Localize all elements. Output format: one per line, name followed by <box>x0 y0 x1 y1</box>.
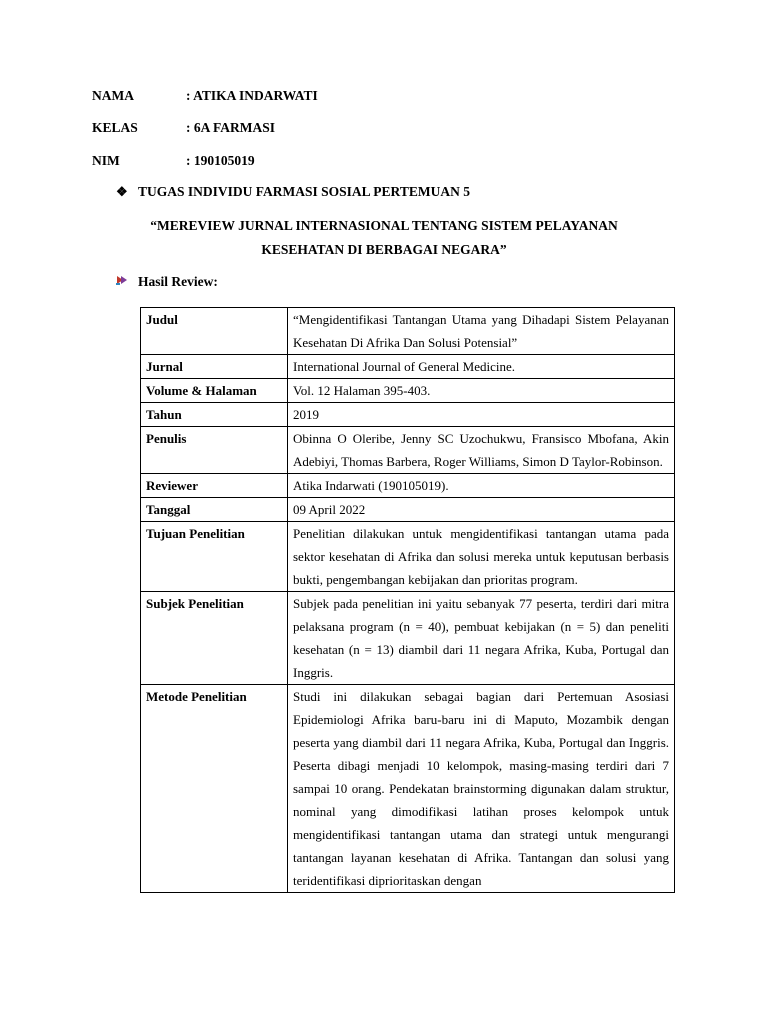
row-key: Subjek Penelitian <box>141 592 288 685</box>
row-value: “Mengidentifikasi Tantangan Utama yang Dihadapi Sistem Pelayanan Kesehatan Di Afrika Dan Solusi Potensial” <box>288 308 675 355</box>
row-key: Reviewer <box>141 474 288 498</box>
row-key: Tahun <box>141 403 288 427</box>
table-row <box>141 379 675 403</box>
table-row <box>141 592 675 685</box>
row-value: Atika Indarwati (190105019). <box>288 474 675 498</box>
review-table <box>140 307 675 893</box>
task-title-line <box>116 184 470 200</box>
name-label: NAMA <box>92 88 134 103</box>
table-row <box>141 498 675 522</box>
row-key: Jurnal <box>141 355 288 379</box>
row-value: Studi ini dilakukan sebagai bagian dari Pertemuan Asosiasi Epidemiologi Afrika baru-baru ini di Maputo, Mozambik dengan peserta yang diambil dari 11 negara Afrika, Kuba, Portugal dan Inggris. Peserta dibagi menjadi 10 kelompok, masing-masing terdiri dari 7 sampai 10 orang. Pendekatan brainstorming digunakan dalam struktur, nominal yang dimodifikasi latihan proses kelompok untuk mengidentifikasi tantangan utama dan strategi untuk mengurangi tantangan layanan kesehatan di Afrika. Tantangan dan solusi yang teridentifikasi diprioritaskan dengan <box>288 685 675 893</box>
row-value: Subjek pada penelitian ini yaitu sebanyak 77 peserta, terdiri dari mitra pelaksana program (n = 40), pembuat kebijakan (n = 5) dan peneliti kesehatan (n = 13) diambil dari 11 negara Afrika, Kuba, Portugal dan Inggris. <box>288 592 675 685</box>
class-value: : 6A FARMASI <box>186 120 275 135</box>
heading-line-2: KESEHATAN DI BERBAGAI NEGARA” <box>261 242 507 257</box>
table-row <box>141 522 675 592</box>
row-key: Judul <box>141 308 288 355</box>
table-row <box>141 355 675 379</box>
row-value: Penelitian dilakukan untuk mengidentifikasi tantangan utama pada sektor kesehatan di Afrika dan solusi mereka untuk keputusan berbasis bukti, pengembangan kebijakan dan prioritas program. <box>288 522 675 592</box>
table-row <box>141 427 675 474</box>
row-key: Volume & Halaman <box>141 379 288 403</box>
row-value: International Journal of General Medicine. <box>288 355 675 379</box>
nim-label: NIM <box>92 153 120 168</box>
row-key: Tujuan Penelitian <box>141 522 288 592</box>
row-value: Vol. 12 Halaman 395-403. <box>288 379 675 403</box>
heading-line-1: “MEREVIEW JURNAL INTERNASIONAL TENTANG SISTEM PELAYANAN <box>150 218 618 233</box>
table-row <box>141 308 675 355</box>
arrow-bullet-icon <box>116 274 138 290</box>
nim-value: : 190105019 <box>186 153 255 168</box>
table-row <box>141 685 675 893</box>
diamond-bullet-icon: ❖ <box>116 184 128 199</box>
table-row <box>141 474 675 498</box>
row-value: 09 April 2022 <box>288 498 675 522</box>
row-value: Obinna O Oleribe, Jenny SC Uzochukwu, Fransisco Mbofana, Akin Adebiyi, Thomas Barbera, Roger Williams, Simon D Taylor-Robinson. <box>288 427 675 474</box>
result-label: Hasil Review: <box>138 274 218 289</box>
class-label: KELAS <box>92 120 138 135</box>
row-key: Tanggal <box>141 498 288 522</box>
result-label-line <box>116 274 218 290</box>
table-row <box>141 403 675 427</box>
row-key: Penulis <box>141 427 288 474</box>
document-heading <box>120 214 648 262</box>
task-title: TUGAS INDIVIDU FARMASI SOSIAL PERTEMUAN 5 <box>138 184 470 199</box>
row-key: Metode Penelitian <box>141 685 288 893</box>
row-value: 2019 <box>288 403 675 427</box>
name-value: : ATIKA INDARWATI <box>186 88 318 103</box>
